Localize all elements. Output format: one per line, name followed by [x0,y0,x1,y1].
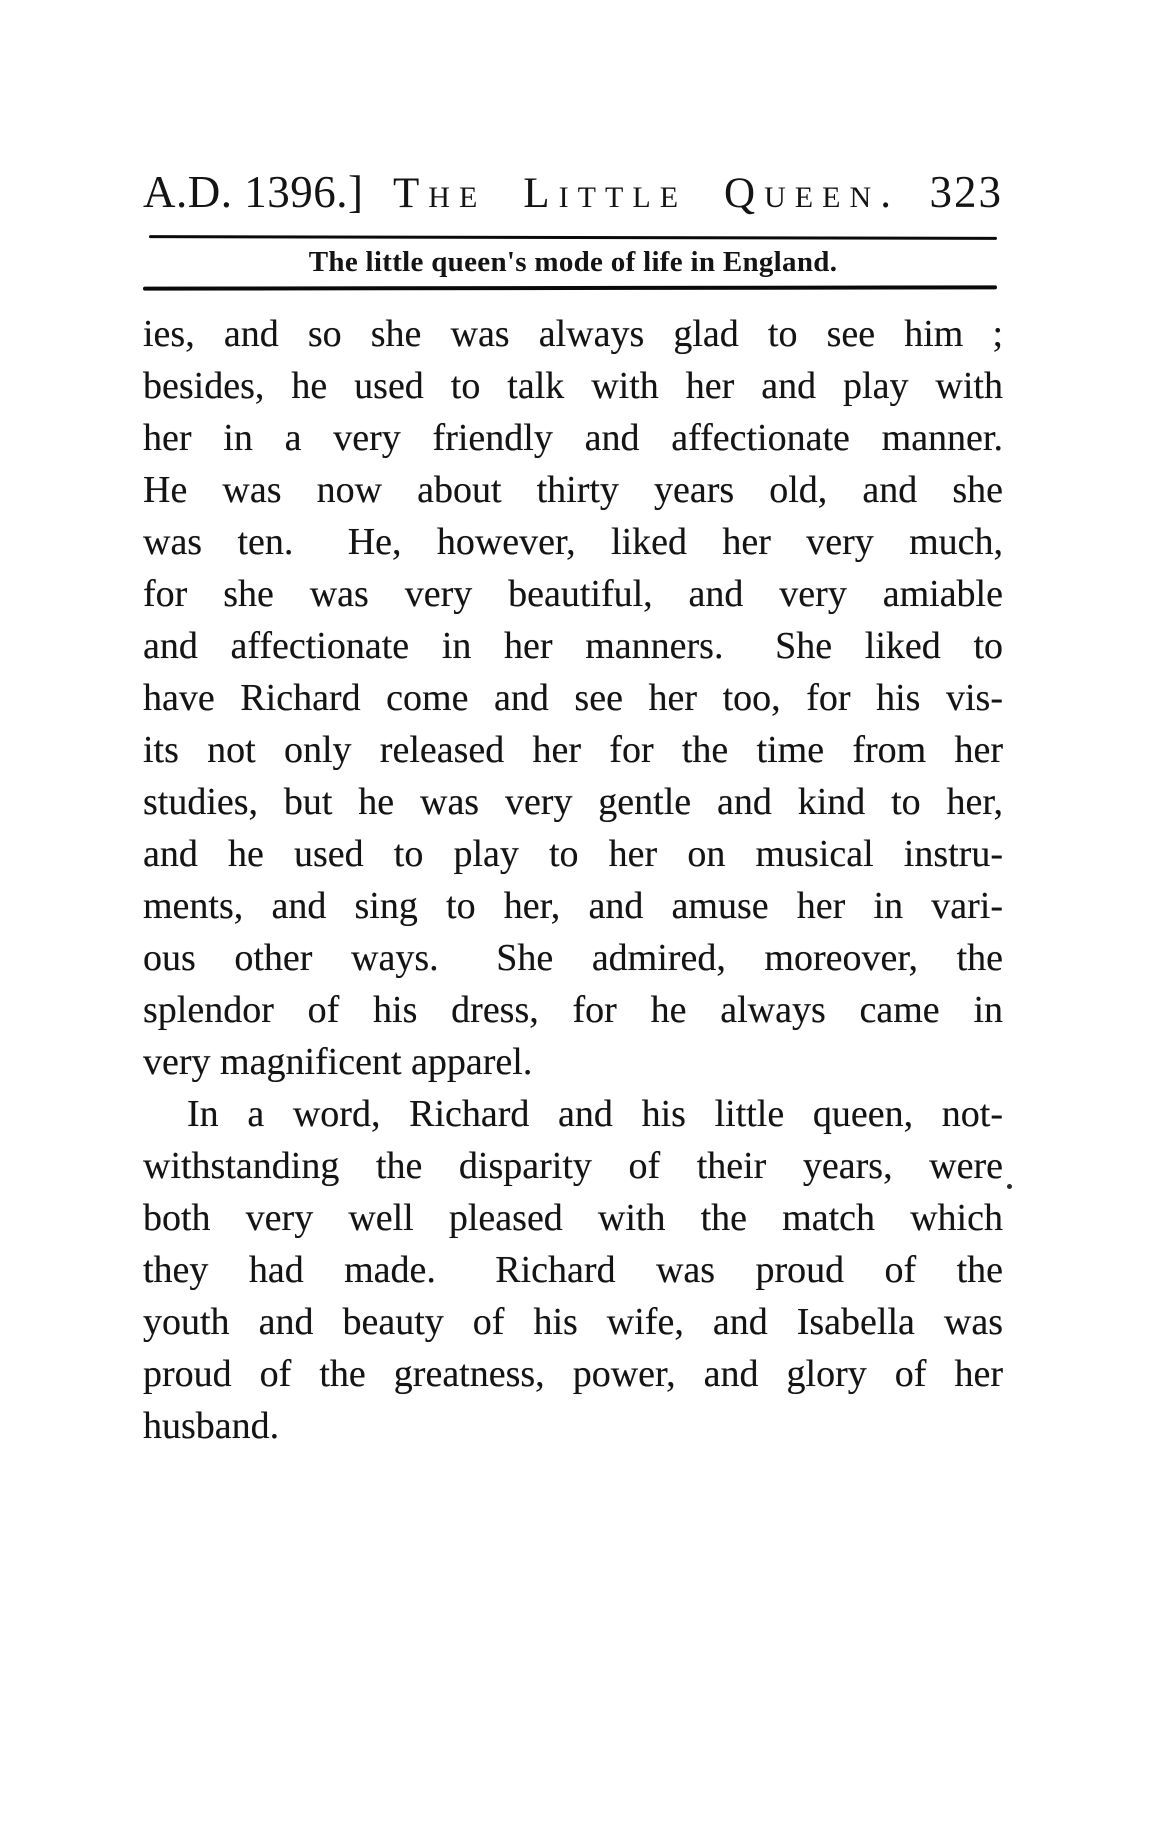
divider-rule-bottom [143,285,997,290]
text-line: its not only released her for the time from her [143,729,1003,771]
text-line: besides, he used to talk with her and play with [143,365,1003,407]
header-page-number: 323 [929,167,1003,217]
text-line: for she was very beautiful, and very amiable [143,573,1003,615]
text-line: In a word, Richard and his little queen, not- [187,1093,1003,1135]
section-heading: The little queen's mode of life in England. [308,246,838,278]
header-date-label: A.D. 1396.] [143,167,364,217]
text-line: proud of the greatness, power, and glory of her [143,1353,1003,1395]
text-line: they had made. Richard was proud of the [143,1249,1003,1291]
text-line: was ten. He, however, liked her very much, [143,521,1003,563]
text-line: studies, but he was very gentle and kind to her, [143,781,1003,823]
text-line: withstanding the disparity of their years, were [143,1145,1003,1187]
text-line: ments, and sing to her, and amuse her in vari- [143,885,1003,927]
text-line: very magnificent apparel. [143,1041,533,1083]
text-line: ous other ways. She admired, moreover, the [143,937,1003,979]
text-line: have Richard come and see her too, for his vis- [143,677,1003,719]
text-column [143,168,1003,1452]
text-line: splendor of his dress, for he always came in [143,989,1003,1031]
scan-speck [1007,1184,1012,1189]
body-text [143,308,1003,1452]
text-line: youth and beauty of his wife, and Isabella was [143,1301,1003,1343]
text-line: her in a very friendly and affectionate manner. [143,417,1003,459]
text-line: He was now about thirty years old, and she [143,469,1003,511]
header-running-title: The Little Queen. [392,170,900,217]
text-line: ies, and so she was always glad to see him ; [143,313,1003,355]
text-line: and affectionate in her manners. She liked to [143,625,1003,667]
text-line: and he used to play to her on musical instru- [143,833,1003,875]
text-line: both very well pleased with the match which [143,1197,1003,1239]
page-header [143,168,1003,218]
divider-rule-top [149,235,997,240]
text-line: husband. [143,1405,280,1447]
